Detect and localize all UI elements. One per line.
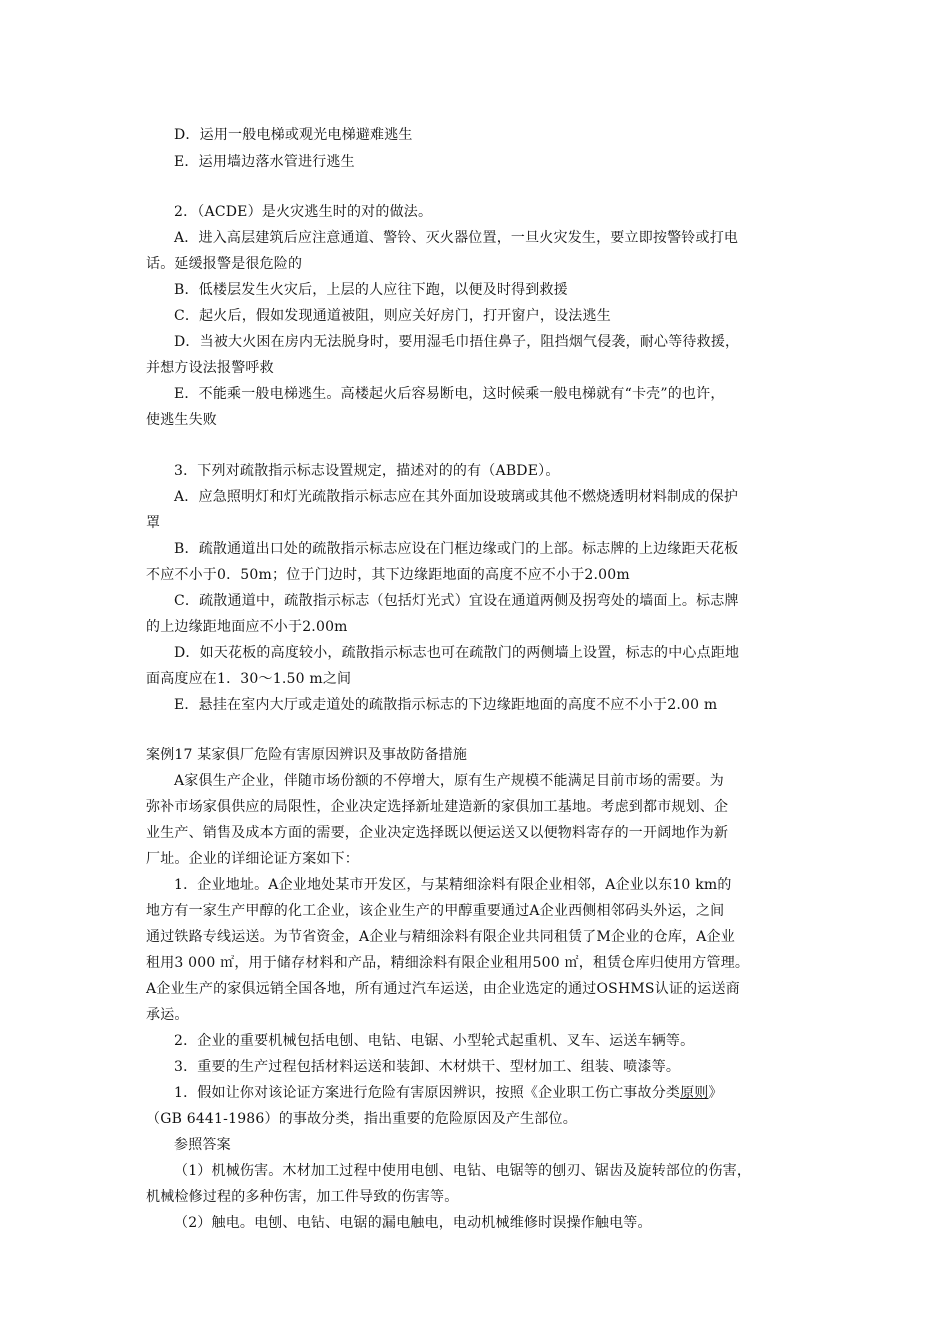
case17-title: 案例17 某家俱厂危险有害原因辨识及事故防备措施 [146,747,468,763]
case17-intro: A家俱生产企业，伴随市场份额的不停增大，原有生产规模不能满足目前市场的需要。为 [174,773,724,789]
q3-option-a-cont: 罩 [146,515,161,531]
q3-option-d-cont: 面高度应在1．30～1.50 m之间 [146,671,352,687]
case17-item1-cont: 承运。 [146,1007,189,1023]
case17-item1-cont: 地方有一家生产甲醇的化工企业，该企业生产的甲醇重要通过A企业西侧相邻码头外运，之间 [146,903,725,919]
q3-option-c: C．疏散通道中，疏散指示标志（包括灯光式）宜设在通道两侧及拐弯处的墙面上。标志牌 [174,593,739,609]
answer-heading: 参照答案 [174,1137,231,1153]
question1-text-end: 》 [708,1085,723,1101]
answer-1: （1）机械伤害。木材加工过程中使用电刨、电钻、电锯等的刨刃、锯齿及旋转部位的伤害， [174,1163,752,1179]
q2-option-b: B．低楼层发生火灾后，上层的人应往下跑，以便及时得到救援 [174,282,568,298]
answer-2: （2）触电。电刨、电钻、电锯的漏电触电，电动机械维修时误操作触电等。 [174,1215,652,1231]
q3-option-d: D．如天花板的高度较小，疏散指示标志也可在疏散门的两侧墙上设置，标志的中心点距地 [174,645,740,661]
q2-option-d-cont: 并想方设法报警呼救 [146,360,274,376]
case17-item2: 2．企业的重要机械包括电刨、电钻、电锯、小型轮式起重机、叉车、运送车辆等。 [174,1033,695,1049]
case17-item1: 1．企业地址。A企业地处某市开发区，与某精细涂料有限企业相邻，A企业以东10 km的 [174,877,732,893]
case17-item1-cont: 租用3 000 ㎡，用于储存材料和产品，精细涂料有限企业租用500 ㎡，租赁仓库归使用方管理。 [146,955,750,971]
q2-option-c: C．起火后，假如发现通道被阻，则应关好房门，打开窗户，设法逃生 [174,308,611,324]
q3-option-c-cont: 的上边缘距地面应不小于2.00m [146,619,348,635]
q1-option-e: E．运用墙边落水管进行逃生 [174,154,355,170]
case17-item3: 3．重要的生产过程包括材料运送和装卸、木材烘干、型材加工、组装、喷漆等。 [174,1059,681,1075]
case17-question1-cont: （GB 6441-1986）的事故分类，指出重要的危险原因及产生部位。 [146,1111,577,1127]
q2-option-e: E．不能乘一般电梯逃生。高楼起火后容易断电，这时候乘一般电梯就有“卡壳”的也许， [174,386,725,402]
case17-question1 [174,1084,814,1102]
case17-intro-cont: 业生产、销售及成本方面的需要，企业决定选择既以便运送又以便物料寄存的一开阔地作为新 [146,825,729,841]
q3-option-b: B．疏散通道出口处的疏散指示标志应设在门框边缘或门的上部。标志牌的上边缘距天花板 [174,541,739,557]
case17-intro-cont: 弥补市场家俱供应的局限性，企业决定选择新址建造新的家俱加工基地。考虑到都市规划、企 [146,799,729,815]
q3-stem: 3．下列对疏散指示标志设置规定，描述对的的有（ABDE）。 [174,463,560,479]
q1-option-d: D．运用一般电梯或观光电梯避难逃生 [174,127,413,143]
q2-option-a-cont: 话。延缓报警是很危险的 [146,256,303,272]
standard-link[interactable]: 原则 [680,1085,709,1101]
case17-item1-cont: A企业生产的家俱远销全国各地，所有通过汽车运送，由企业选定的通过OSHMS认证的运送商 [146,981,740,997]
q2-stem: 2．（ACDE）是火灾逃生时的对的做法。 [174,204,433,220]
q2-option-d: D．当被大火困在房内无法脱身时，要用湿毛巾捂住鼻子，阻挡烟气侵袭，耐心等待救援， [174,334,740,350]
q2-option-a: A．进入高层建筑后应注意通道、警铃、灭火器位置，一旦火灾发生，要立即按警铃或打电 [174,230,739,246]
case17-intro-cont: 厂址。企业的详细论证方案如下： [146,851,359,867]
q3-option-e: E．悬挂在室内大厅或走道处的疏散指示标志的下边缘距地面的高度不应不小于2.00 m [174,697,718,713]
case17-item1-cont: 通过铁路专线运送。为节省资金，A企业与精细涂料有限企业共同租赁了M企业的仓库，A企业 [146,929,735,945]
q3-option-b-cont: 不应不小于0．50m；位于门边时，其下边缘距地面的高度不应不小于2.00m [146,567,630,583]
question1-text: 1．假如让你对该论证方案进行危险有害原因辨识，按照《企业职工伤亡事故分类 [174,1085,681,1101]
answer-1-cont: 机械检修过程的多种伤害，加工件导致的伤害等。 [146,1189,459,1205]
q3-option-a: A．应急照明灯和灯光疏散指示标志应在其外面加设玻璃或其他不燃烧透明材料制成的保护 [174,489,739,505]
q2-option-e-cont: 使逃生失败 [146,412,217,428]
